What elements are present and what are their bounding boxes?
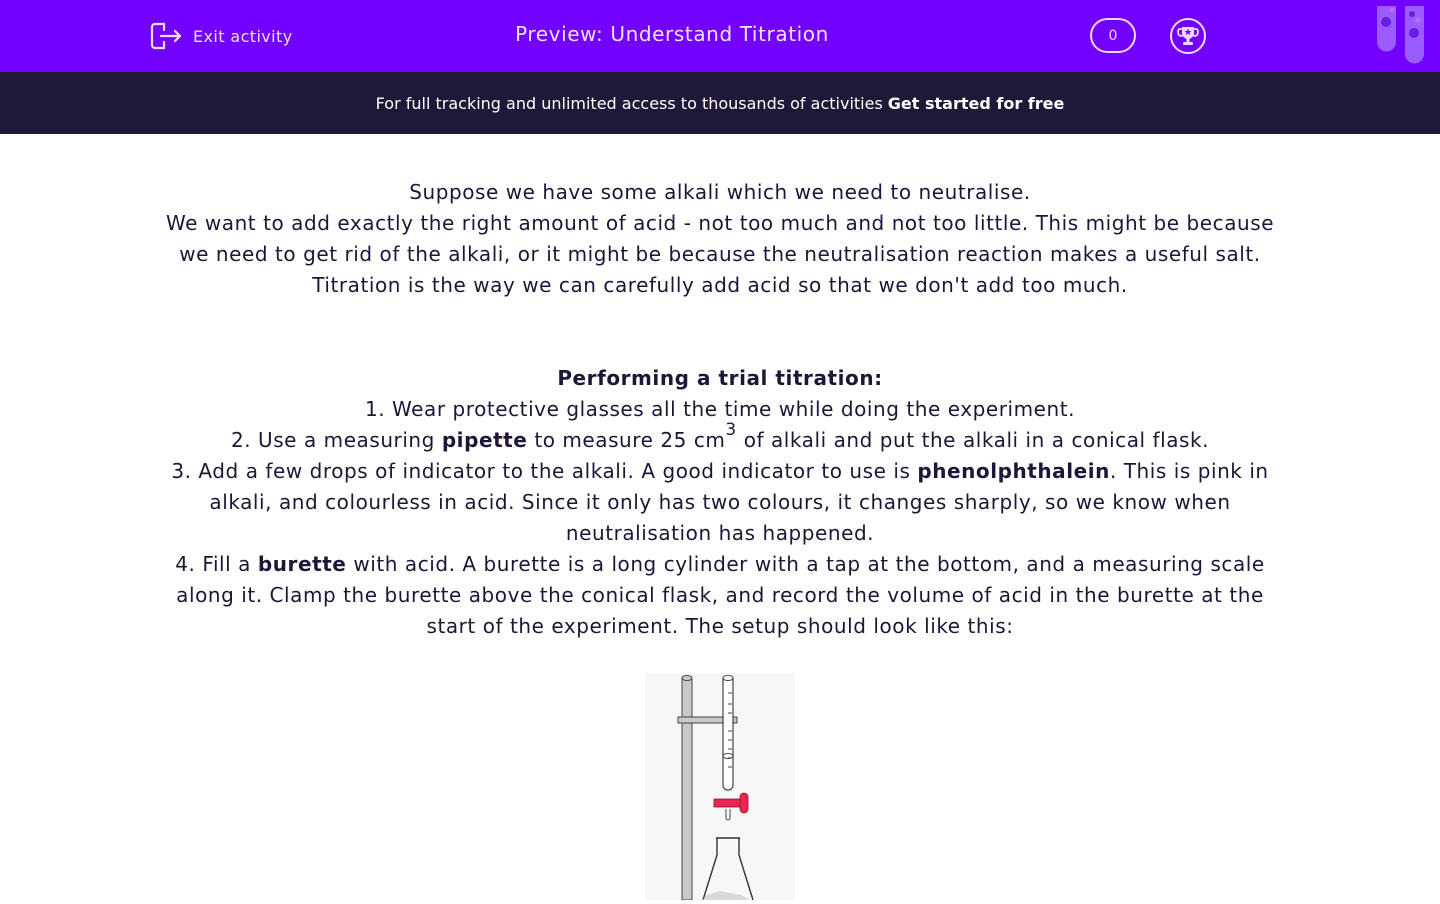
step-3-text: . This is pink in alkali, and colourless in acid. Since it only has two colours, it changes sharply, so we know when neutralisation has happened. [209, 459, 1269, 545]
spacer [150, 301, 1290, 363]
get-started-link[interactable]: Get started for free [887, 93, 1065, 113]
intro-line-3: Titration is the way we can carefully add acid so that we don't add too much. [312, 273, 1128, 297]
step-3-text: 3. Add a few drops of indicator to the alkali. A good indicator to use is [171, 459, 918, 483]
step-4 [150, 549, 1290, 642]
exit-activity-button[interactable] [150, 22, 293, 50]
score-value: 0 [1108, 27, 1118, 44]
section-heading: Performing a trial titration: [557, 366, 883, 390]
lesson-content [150, 177, 1290, 642]
step-2 [150, 420, 1290, 456]
exit-activity-label: Exit activity [193, 26, 293, 46]
upsell-banner [0, 72, 1440, 134]
score-counter [1090, 18, 1136, 53]
step-4-text: 4. Fill a [175, 552, 258, 576]
step-3 [150, 456, 1290, 549]
trophy-icon [1176, 24, 1200, 48]
trophy-button[interactable] [1170, 18, 1206, 54]
step-2-text: to measure 25 cm [527, 428, 726, 452]
step-2-superscript: 3 [725, 420, 737, 441]
step-3-keyword: phenolphthalein [917, 459, 1110, 483]
intro-line-1: Suppose we have some alkali which we need to neutralise. [409, 180, 1031, 204]
step-4-keyword: burette [257, 552, 347, 576]
step-4-text: with acid. A burette is a long cylinder with a tap at the bottom, and a measuring scale along it. Clamp the burette above the conical flask, and record the volume of acid in the burette at the start of the experiment. The setup should look like this: [176, 552, 1265, 638]
intro-line-2: We want to add exactly the right amount of acid - not too much and not too little. This might be because we need to get rid of the alkali, or it might be because the neutralisation reaction makes a useful salt. [165, 211, 1275, 266]
test-tubes-logo-icon [1372, 0, 1440, 66]
step-1: 1. Wear protective glasses all the time while doing the experiment. [364, 397, 1076, 421]
exit-icon [150, 22, 183, 50]
banner-text: For full tracking and unlimited access to thousands of activities [375, 93, 883, 113]
step-2-text: 2. Use a measuring [230, 428, 442, 452]
page-title: Preview: Understand Titration [515, 22, 829, 46]
top-navigation-bar [0, 0, 1440, 72]
step-2-keyword: pipette [441, 428, 528, 452]
titration-setup-diagram [645, 673, 795, 900]
step-2-text: of alkali and put the alkali in a conical flask. [736, 428, 1210, 452]
titration-apparatus-icon [645, 673, 795, 900]
